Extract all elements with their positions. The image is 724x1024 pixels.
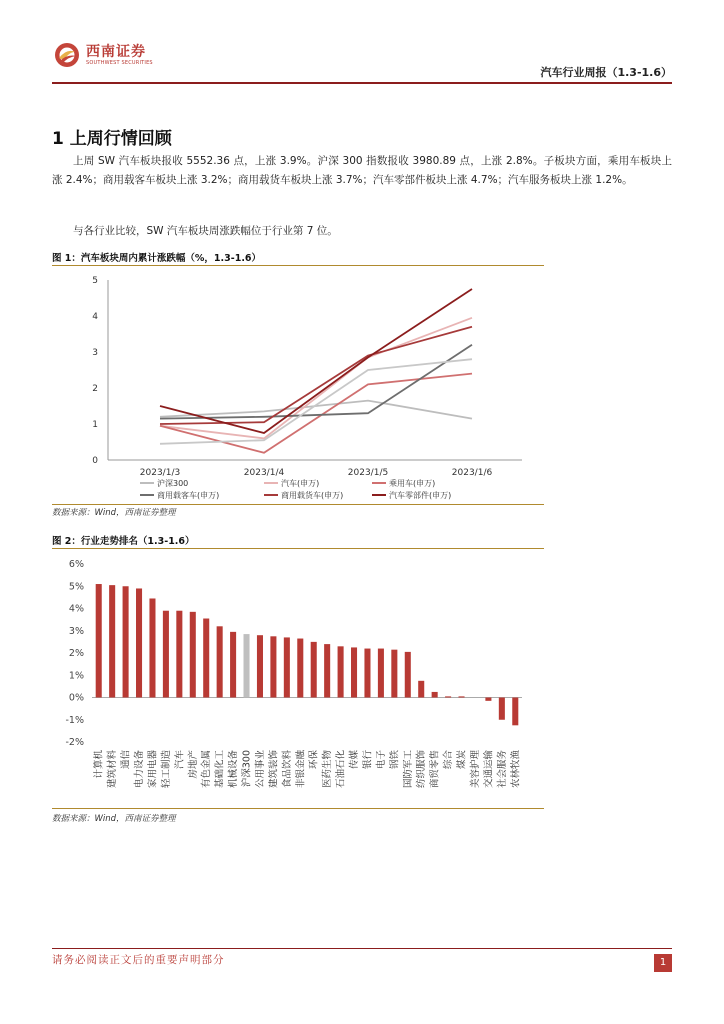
category-label: 房地产 [187, 750, 199, 779]
legend-label: 汽车零部件(申万) [389, 491, 452, 500]
bar [297, 639, 303, 698]
paragraph-summary: 上周 SW 汽车板块报收 5552.36 点，上涨 3.9%。沪深 300 指数报收 3980.89 点，上涨 2.8%。子板块方面，乘用车板块上涨 2.4%；商用载客车板块上涨 3.2%；商用载货车板块上涨 3.7%；汽车零部件板块上涨 4.7%；汽车服务板块上涨 1.2%。 [52, 155, 672, 186]
y-tick-label: 6% [68, 559, 84, 570]
bar [459, 696, 465, 697]
x-tick-label: 2023/1/4 [243, 468, 285, 478]
y-tick-label: 0 [92, 456, 98, 466]
category-label: 医药生物 [322, 750, 334, 789]
category-label: 纺织服饰 [416, 750, 428, 789]
page-number: 1 [654, 954, 672, 972]
disclaimer-notice: 请务必阅读正文后的重要声明部分 [52, 954, 225, 966]
figure2-bar-chart [52, 552, 544, 808]
bar [378, 649, 384, 698]
x-tick-label: 2023/1/6 [451, 468, 493, 478]
legend-label: 商用载客车(申万) [157, 491, 220, 500]
bar [499, 698, 505, 720]
company-logo [54, 42, 153, 68]
legend-label: 商用载货车(申万) [281, 491, 344, 500]
bar [418, 681, 424, 698]
legend-label: 汽车(申万) [281, 479, 320, 488]
category-label: 家用电器 [147, 750, 159, 789]
figure2-bottom-rule [52, 808, 544, 809]
bar [364, 649, 370, 698]
category-label: 公用事业 [254, 750, 266, 789]
category-label: 社会服务 [496, 750, 508, 789]
figure1-rule [52, 265, 544, 266]
footer-divider [52, 948, 672, 949]
category-label: 综合 [443, 750, 455, 770]
y-tick-label: 2 [92, 384, 98, 394]
category-label: 煤炭 [456, 750, 468, 770]
figure1-bottom-rule [52, 504, 544, 505]
category-label: 美容护理 [469, 750, 481, 789]
category-label: 计算机 [93, 750, 105, 779]
bar [163, 611, 169, 698]
category-label: 建筑材料 [107, 750, 119, 789]
category-label: 沪深300 [241, 750, 253, 788]
y-tick-label: 4% [68, 603, 84, 615]
series-line [160, 374, 472, 453]
category-label: 农林牧渔 [510, 750, 522, 789]
bar [338, 646, 344, 697]
bar [244, 634, 250, 697]
report-title: 汽车行业周报（1.3-1.6） [540, 66, 672, 79]
category-label: 传媒 [349, 750, 361, 770]
y-tick-label: 3% [68, 625, 84, 637]
bar [432, 692, 438, 698]
logo-emblem-icon [54, 42, 80, 68]
category-label: 有色金属 [201, 750, 213, 789]
category-label: 食品饮料 [281, 750, 293, 789]
y-tick-label: 1 [92, 420, 98, 430]
category-label: 石油石化 [335, 750, 347, 789]
bar [324, 644, 330, 697]
category-label: 电子 [375, 750, 387, 770]
figure2-rule [52, 548, 544, 549]
figure1-source: 数据来源：Wind，西南证券整理 [52, 508, 176, 518]
bar [405, 652, 411, 698]
bar [123, 586, 129, 697]
category-label: 交通运输 [483, 750, 495, 789]
y-tick-label: 1% [68, 670, 84, 682]
bar [485, 698, 491, 701]
category-label: 汽车 [174, 750, 186, 770]
bar [176, 611, 182, 698]
category-label: 银行 [362, 750, 374, 770]
bar [109, 585, 115, 697]
figure2-source: 数据来源：Wind，西南证券整理 [52, 814, 176, 824]
bar [149, 598, 155, 697]
section-title: 1 上周行情回顾 [52, 129, 172, 149]
category-label: 建筑装饰 [268, 750, 280, 789]
bar [217, 626, 223, 697]
bar [230, 632, 236, 698]
header-divider [52, 82, 672, 84]
y-tick-label: 5 [92, 276, 98, 286]
y-tick-label: 0% [68, 692, 84, 704]
category-label: 基础化工 [214, 750, 226, 789]
category-label: 国防军工 [402, 750, 414, 789]
bar [270, 636, 276, 697]
bar [190, 612, 196, 698]
y-tick-label: 3 [92, 348, 98, 358]
bar [257, 635, 263, 697]
figure1-line-chart [52, 268, 544, 504]
y-tick-label: 5% [68, 581, 84, 593]
category-label: 非银金融 [295, 750, 307, 789]
series-line [160, 345, 472, 419]
bar [512, 698, 518, 726]
x-tick-label: 2023/1/3 [139, 468, 181, 478]
category-label: 轻工制造 [160, 750, 172, 789]
category-label: 通信 [120, 750, 132, 770]
y-tick-label: 4 [92, 312, 98, 322]
paragraph-ranking: 与各行业比较，SW 汽车板块周涨跌幅位于行业第 7 位。 [73, 225, 338, 237]
category-label: 钢铁 [389, 750, 401, 770]
bar [445, 696, 451, 697]
figure2-title: 图 2：行业走势排名（1.3-1.6） [52, 536, 195, 547]
bar [351, 647, 357, 697]
category-label: 环保 [308, 750, 320, 770]
category-label: 机械设备 [228, 750, 240, 789]
bar [311, 642, 317, 698]
y-tick-label: 2% [68, 648, 84, 659]
bar [203, 619, 209, 698]
legend-label: 乘用车(申万) [389, 479, 436, 488]
category-label: 商贸零售 [429, 750, 441, 789]
legend-label: 沪深300 [157, 479, 189, 488]
category-label: 电力设备 [134, 750, 146, 789]
figure1-title: 图 1：汽车板块周内累计涨跌幅（%，1.3-1.6） [52, 253, 262, 264]
y-tick-label: -1% [65, 714, 84, 726]
bar [391, 650, 397, 698]
y-tick-label: -2% [65, 737, 84, 748]
logo-en: SOUTHWEST SECURITIES [86, 59, 153, 66]
bar [96, 584, 102, 697]
x-tick-label: 2023/1/5 [347, 468, 389, 478]
bar [136, 588, 142, 697]
bar [284, 637, 290, 697]
logo-cn: 西南证券 [86, 43, 146, 60]
